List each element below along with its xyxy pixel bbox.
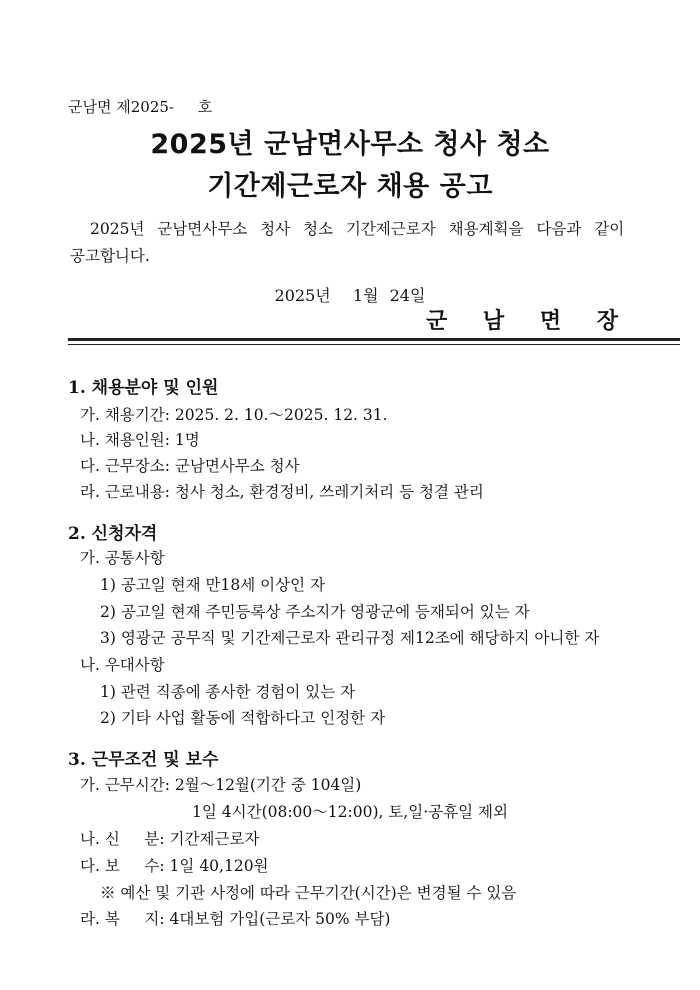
- section-2-preference-item: 1) 관련 직종에 종사한 경험이 있는 자: [100, 683, 356, 701]
- intro-line-2: 공고합니다.: [70, 247, 150, 265]
- intro-line-1: 2025년 군남면사무소 청사 청소 기간제근로자 채용계획을 다음과 같이: [90, 220, 625, 238]
- section-2-sub-preference: 나. 우대사항: [80, 656, 165, 674]
- section-2-common-item: 2) 공고일 현재 주민등록상 주소지가 영광군에 등재되어 있는 자: [100, 603, 530, 621]
- title-line-1: 2025년 군남면사무소 청사 청소: [150, 129, 550, 160]
- pay: 다. 보 수: 1일 40,120원: [80, 857, 269, 875]
- divider-thick: [68, 338, 680, 341]
- section-2-heading: 2. 신청자격: [68, 524, 158, 544]
- section-1-item: 라. 근로내용: 청사 청소, 환경정비, 쓰레기처리 등 청결 관리: [80, 483, 484, 501]
- budget-note: ※ 예산 및 기관 사정에 따라 근무기간(시간)은 변경될 수 있음: [100, 884, 517, 902]
- section-2-common-item: 3) 영광군 공무직 및 기간제근로자 관리규정 제12조에 해당하지 아니한 자: [100, 629, 600, 647]
- section-1-heading: 1. 채용분야 및 인원: [68, 378, 219, 398]
- work-hours: 가. 근무시간: 2월～12월(기간 중 104일): [80, 776, 362, 794]
- section-3-heading: 3. 근무조건 및 보수: [68, 750, 219, 770]
- issuer-name: 군 남 면 장: [426, 308, 632, 334]
- work-hours-detail: 1일 4시간(08:00～12:00), 토,일·공휴일 제외: [192, 803, 508, 821]
- title-line-2: 기간제근로자 채용 공고: [207, 171, 493, 202]
- section-2-common-item: 1) 공고일 현재 만18세 이상인 자: [100, 576, 325, 594]
- section-2-sub-common: 가. 공통사항: [80, 549, 165, 567]
- welfare: 라. 복 지: 4대보험 가입(근로자 50% 부담): [80, 910, 391, 928]
- divider-thin: [68, 344, 680, 345]
- document-number: 군남면 제2025- 호: [68, 98, 213, 116]
- announcement-date: 2025년 1월 24일: [274, 286, 426, 305]
- section-2-preference-item: 2) 기타 사업 활동에 적합하다고 인정한 자: [100, 709, 386, 727]
- section-1-item: 가. 채용기간: 2025. 2. 10.～2025. 12. 31.: [80, 406, 388, 424]
- intro-paragraph: [70, 216, 640, 270]
- section-1-item: 나. 채용인원: 1명: [80, 431, 200, 449]
- section-1-item: 다. 근무장소: 군남면사무소 청사: [80, 457, 300, 475]
- employment-status: 나. 신 분: 기간제근로자: [80, 830, 260, 848]
